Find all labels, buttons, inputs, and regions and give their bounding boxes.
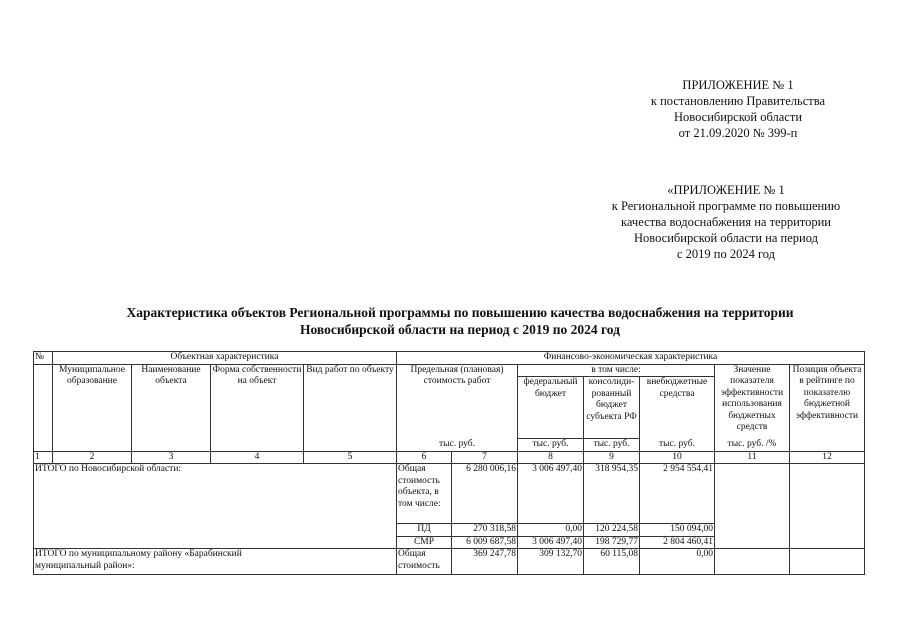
total-cost: 6 280 006,16 [452,464,518,524]
col-number: 3 [132,451,211,464]
document-title-line-1: Характеристика объектов Региональной программы по повышению качества водоснабжения на территории [126,305,794,320]
col-header-consolidated: консолиди-рованный бюджет субъекта РФ [584,377,640,439]
col-header-federal: федеральный бюджет [518,377,584,439]
smr-label: СМР [397,536,452,549]
approval-line: «ПРИЛОЖЕНИЕ № 1 [667,183,785,197]
approval-line: Новосибирской области [673,110,803,124]
unit-indicator: тыс. руб. /% [715,439,790,452]
approval-line: ПРИЛОЖЕНИЕ № 1 [682,78,794,92]
col-header-rank: Позиция объекта в рейтинге по показателю бюджетной эффективности [790,364,865,451]
col-header-no: № [34,352,53,365]
table-row-district [34,549,865,575]
smr-consolidated: 198 729,77 [584,536,640,549]
smr-cost: 6 009 687,58 [452,536,518,549]
pd-federal: 0,00 [518,524,584,537]
col-group-finance: Финансово-экономическая характеристика [397,352,865,365]
total-extrabudget: 2 954 554,41 [640,464,715,524]
col-header-municipality: Муниципальное образование [53,364,132,451]
col-header-object-name: Наименование объекта [132,364,211,451]
col-number: 11 [715,451,790,464]
col-number: 4 [211,451,304,464]
district-indicator [715,549,790,575]
col-header-incl: в том числе: [518,364,715,377]
unit-consolidated: тыс. руб. [584,439,640,452]
col-header-work-type: Вид работ по объекту [304,364,397,451]
col-number: 12 [790,451,865,464]
document-title-line-2: Новосибирской области на период с 2019 по 2024 год [300,322,620,337]
col-number: 6 [397,451,452,464]
approval-line: Новосибирской области на период [634,231,818,245]
table-header-group-row [34,352,865,365]
col-number: 10 [640,451,715,464]
document-title [40,304,880,338]
col-number: 2 [53,451,132,464]
district-consolidated: 60 115,08 [584,549,640,575]
unit-federal: тыс. руб. [518,439,584,452]
col-number: 8 [518,451,584,464]
total-indicator [715,464,790,549]
pd-extrabudget: 150 094,00 [640,524,715,537]
col-header-max-cost: Предельная (плановая) стоимость работ [397,364,518,439]
approval-block-government [618,77,858,141]
total-type: Общая стоимость объекта, в том числе: [397,464,452,524]
total-federal: 3 006 497,40 [518,464,584,524]
col-group-object: Объектная характеристика [53,352,397,365]
pd-label: ПД [397,524,452,537]
objects-table [33,351,865,575]
col-header-ownership: Форма собственности на объект [211,364,304,451]
col-number: 1 [34,451,53,464]
approval-block-program [576,182,876,262]
table-row-total [34,464,865,524]
col-number: 9 [584,451,640,464]
col-header-extrabudget: внебюджетные средства [640,377,715,439]
smr-extrabudget: 2 804 460,41 [640,536,715,549]
district-type: Общая стоимость [397,549,452,575]
district-extrabudget: 0,00 [640,549,715,575]
col-number: 5 [304,451,397,464]
pd-cost: 270 318,58 [452,524,518,537]
approval-line: к постановлению Правительства [650,94,826,108]
approval-line: качества водоснабжения на территории [621,215,831,229]
district-label: ИТОГО по муниципальному району «Барабинский муниципальный район»: [34,549,304,575]
district-rank [790,549,865,575]
district-label-pad [304,549,397,575]
unit-extrabudget: тыс. руб. [640,439,715,452]
total-rank [790,464,865,549]
approval-line: к Региональной программе по повышению [611,199,841,213]
table-header-row [34,364,865,377]
total-label: ИТОГО по Новосибирской области: [34,464,397,549]
approval-line: от 21.09.2020 № 399-п [678,126,798,140]
approval-line: с 2019 по 2024 год [676,247,776,261]
pd-consolidated: 120 224,58 [584,524,640,537]
district-cost: 369 247,78 [452,549,518,575]
smr-federal: 3 006 497,40 [518,536,584,549]
col-header-no-blank [34,364,53,451]
total-consolidated: 318 954,35 [584,464,640,524]
col-header-indicator: Значение показателя эффективности использования бюджетных средств [715,364,790,439]
table-column-numbers-row [34,451,865,464]
district-federal: 309 132,70 [518,549,584,575]
unit-cost: тыс. руб. [397,439,518,452]
col-number: 7 [452,451,518,464]
